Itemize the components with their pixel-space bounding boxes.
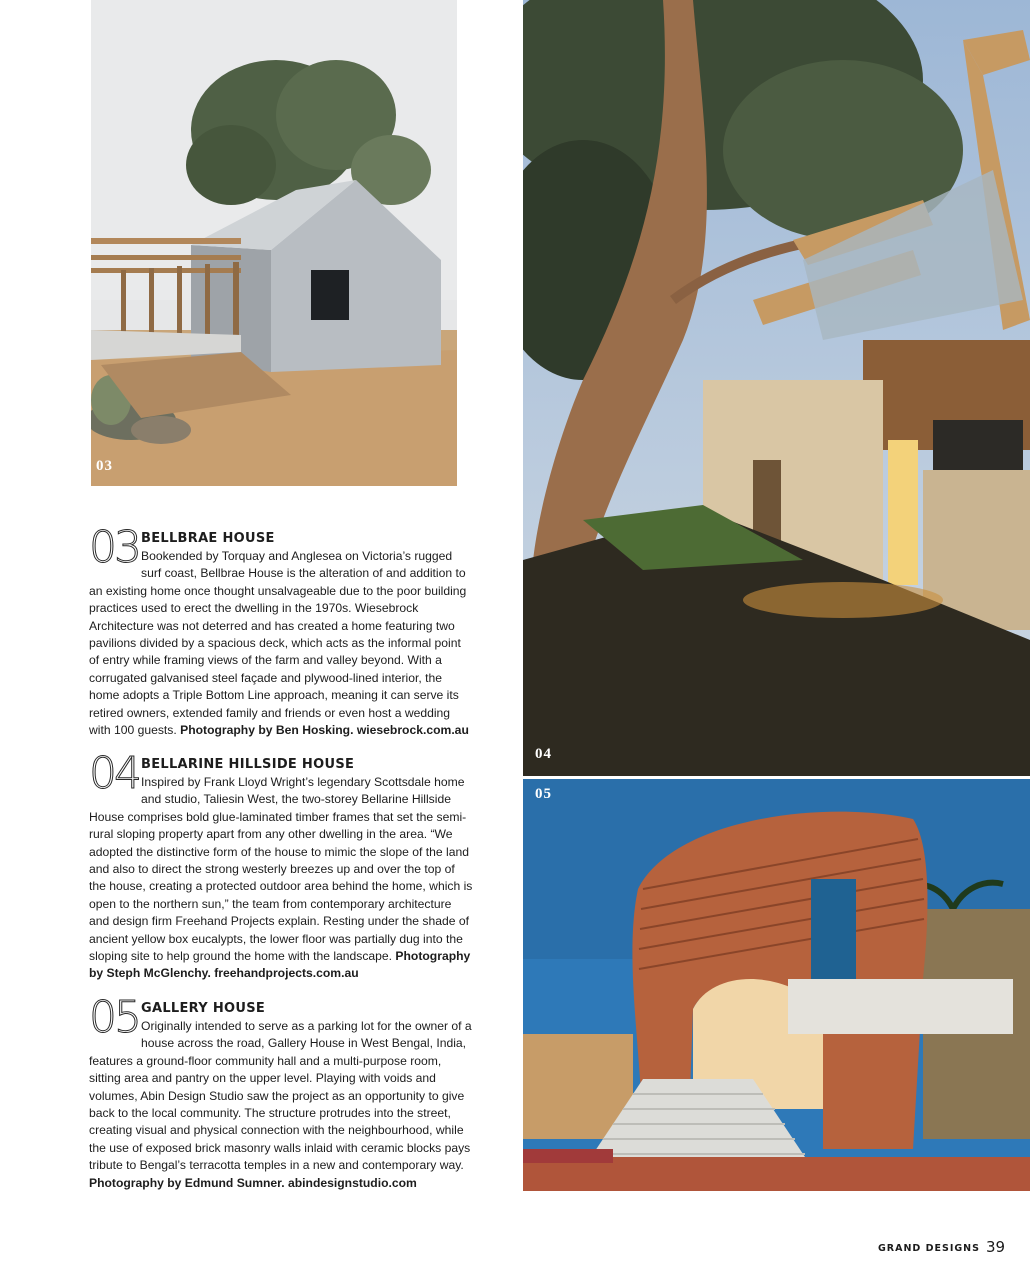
photo-number-label: 05 [535, 786, 552, 802]
photo-bellarine-hillside-house [523, 0, 1030, 776]
photo-bellbrae-house [91, 0, 457, 486]
website-link[interactable]: freehandprojects.com.au [214, 966, 359, 981]
article-title: BELLBRAE HOUSE [141, 531, 275, 546]
article-number: 03 [89, 522, 139, 573]
magazine-name: GRAND DESIGNS [878, 1243, 980, 1254]
gallery-house-illustration [523, 779, 1030, 1191]
article-body: Inspired by Frank Lloyd Wright’s legendary Scottsdale home and studio, Taliesin West, the two-storey Bellarine Hillside House comprises bold glue-laminated timber frames that set the semi-rural sloping property apart from any other dwelling in the area. “We adopted the distinctive form of the house to mimic the slope of the land and also to direct the strong westerly breezes up and over the top of the house, creating a protected outdoor area behind the home, which is open to the northern sun,” the team from contemporary architecture and design firm Freehand Projects explain. Resting under the shade of ancient yellow box eucalypts, the lower floor was partially dug into the sloping site to help ground the home with the landscape. [89, 775, 473, 964]
photo-gallery-house [523, 779, 1030, 1191]
article-gallery-house [89, 992, 473, 1192]
photo-credit: Photography by Steph McGlenchy. [89, 949, 471, 981]
photo-number-label: 04 [535, 746, 552, 762]
website-link[interactable]: wiesebrock.com.au [356, 723, 469, 738]
photo-number-label: 03 [96, 458, 113, 474]
bellarine-house-illustration [523, 0, 1030, 776]
article-number: 05 [89, 992, 139, 1043]
website-link[interactable]: abindesignstudio.com [288, 1175, 417, 1190]
article-body: Bookended by Torquay and Anglesea on Victoria’s rugged surf coast, Bellbrae House is the alteration of and addition to an existing home once thought unsalvageable due to the poor building practices used to erect the dwelling in the 1970s. Wiesebrock Architecture was not deterred and has created a home featuring two pavilions divided by a spacious deck, which acts as the informal point of entry while framing views of the farm and valley beyond. With a corrugated galvanised steel façade and plywood-lined interior, the home adopts a Triple Bottom Line approach, meaning it can serve its retired owners, extended family and friends or even host a wedding with 100 guests. [89, 549, 467, 738]
article-bellbrae-house [89, 522, 473, 739]
photo-credit: Photography by Ben Hosking. [180, 723, 357, 738]
photo-credit: Photography by Edmund Sumner. [89, 1175, 288, 1190]
article-number: 04 [89, 748, 139, 799]
article-title: GALLERY HOUSE [141, 1001, 266, 1016]
article-body: Originally intended to serve as a parking lot for the owner of a house across the road, Gallery House in West Bengal, India, features a ground-floor community hall and a multi-purpose room, sitting area and pantry on the upper level. Playing with voids and volumes, Abin Design Studio saw the project as an opportunity to give back to the local community. The structure protrudes into the street, creating visual and physical connection with the neighbourhood, while the use of exposed brick masonry walls inlaid with ceramic blocks pays tribute to Bengal’s terracotta temples in a new and contemporary way. [89, 1019, 472, 1173]
page-number: 39 [986, 1238, 1006, 1256]
article-bellarine-hillside-house [89, 748, 473, 983]
bellbrae-house-illustration [91, 0, 457, 486]
article-title: BELLARINE HILLSIDE HOUSE [141, 757, 355, 772]
